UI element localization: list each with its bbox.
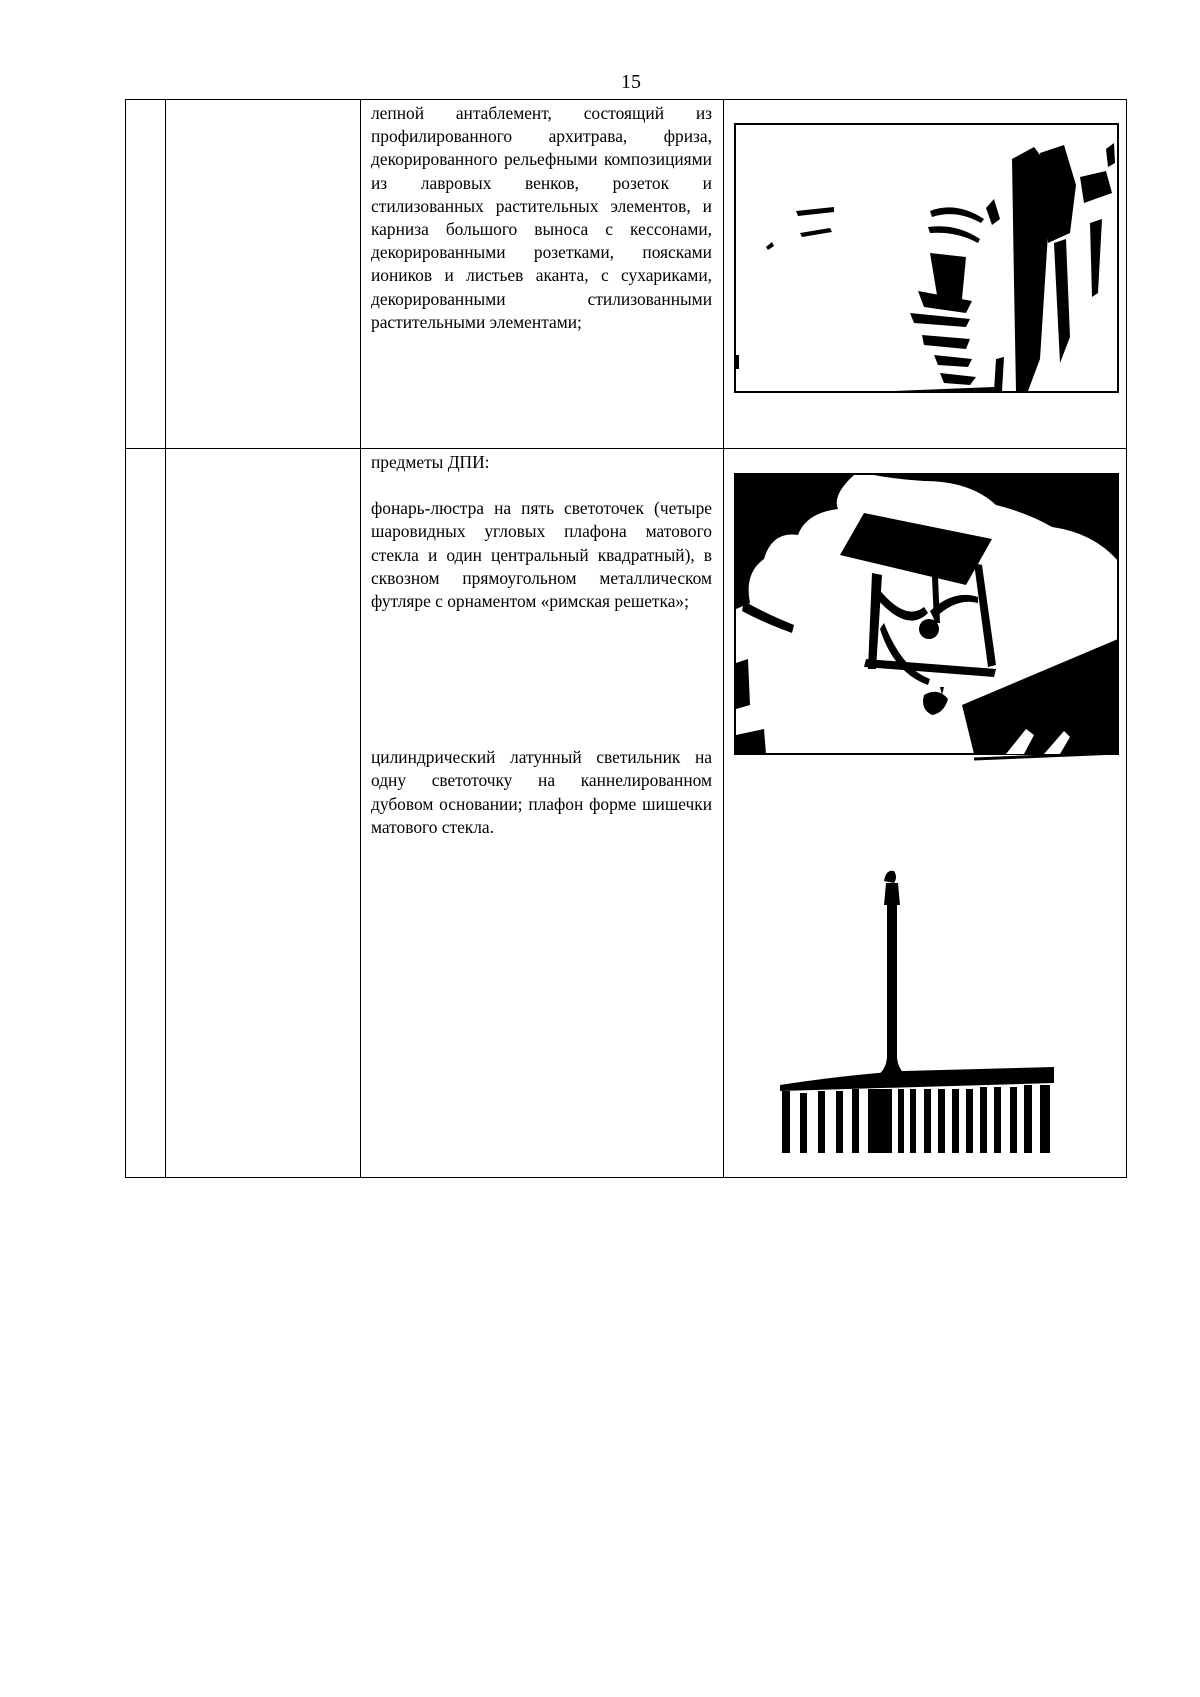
description-cell [361, 449, 724, 1178]
photo-cell [724, 100, 1127, 449]
description-cell [361, 100, 724, 449]
table-row [126, 449, 1127, 1178]
photo-cell [724, 449, 1127, 1178]
name-cell [166, 100, 361, 449]
lantern-chandelier-photo [734, 473, 1119, 763]
lantern-description: фонарь-люстра на пять светоточек (четыре шаровидных угловых плафона матового стекла и один центральный квадратный), в сквозном прямоугольном металлическом футляре с орнаментом «римская решетка»; [371, 498, 712, 612]
number-cell [126, 449, 166, 1178]
entablature-description: лепной антаблемент, состоящий из профилированного архитрава, фриза, декорированного рельефными композициями из лавровых венков, розеток и стилизованных растительных элементов, и карниза большого выноса с кессонами, декорированными розетками, поясками иоников и листьев аканта, с сухариками, декорированными стилизованными растительными элементами; [371, 103, 712, 332]
table-row [126, 100, 1127, 449]
brass-lamp-description: цилиндрический латунный светильник на одну светоточку на каннелированном дубовом основании; плафон форме шишечки матового стекла. [371, 747, 712, 837]
entablature-photo [734, 123, 1119, 417]
number-cell [126, 100, 166, 449]
monument-elements-table [125, 99, 1127, 1178]
name-cell [166, 449, 361, 1178]
dpi-heading: предметы ДПИ: [371, 452, 490, 472]
brass-lamp-photo [734, 853, 1119, 1153]
page-number: 15 [621, 71, 641, 93]
